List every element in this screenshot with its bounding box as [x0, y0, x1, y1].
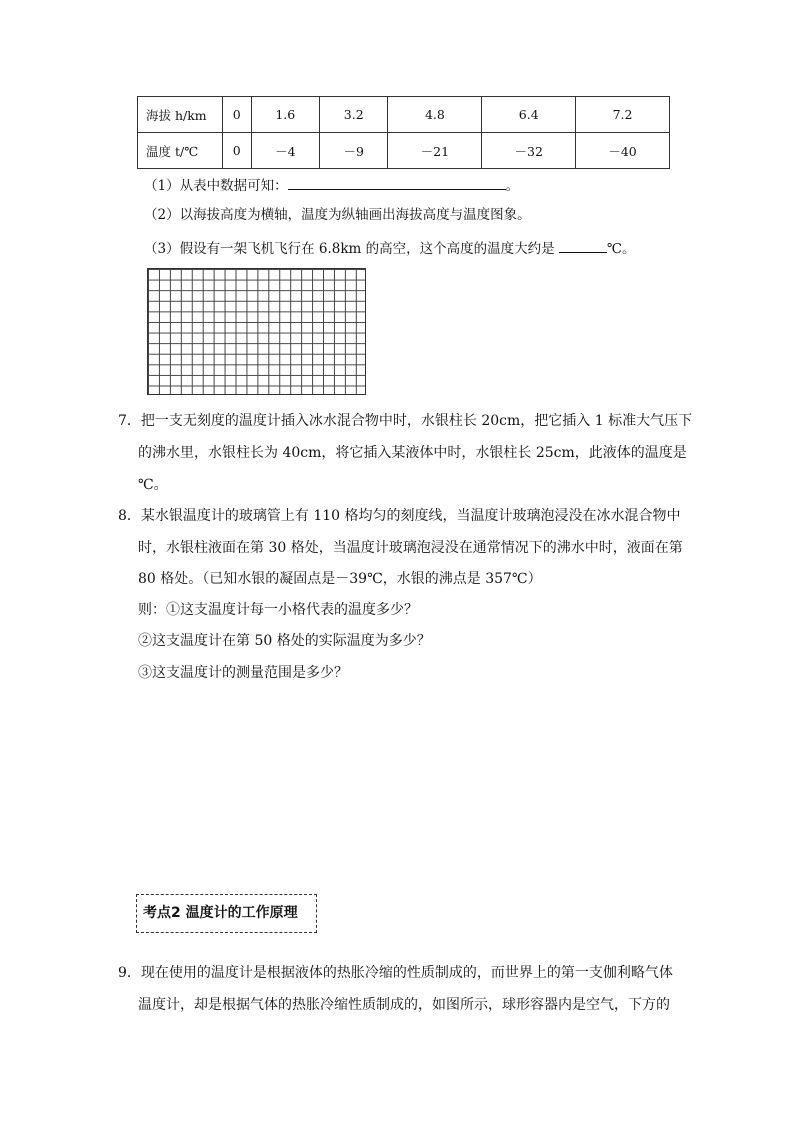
- answer-blank: [559, 238, 607, 253]
- q9-line1: 9．现在使用的温度计是根据液体的热胀冷缩的性质制成的，而世界上的第一支伽利略气体: [118, 965, 673, 981]
- q9-line2: 温度计，却是根据气体的热胀冷缩性质制成的，如图所示，球形容器内是空气，下方的: [138, 997, 670, 1013]
- q6-sub2: （2）以海拔高度为横轴，温度为纵轴画出海拔高度与温度图象。: [144, 207, 531, 223]
- table-cell: 4.8: [388, 97, 482, 133]
- row-label-temperature: 温度 t/℃: [138, 133, 223, 169]
- table-cell: 1.6: [251, 97, 319, 133]
- q8-sub3: ③这支温度计的测量范围是多少？: [138, 665, 348, 681]
- answer-blank: [288, 175, 506, 190]
- table-cell: 3.2: [320, 97, 388, 133]
- table-cell: 0: [223, 97, 252, 133]
- q7-line3: ℃。: [138, 477, 168, 493]
- q6-sub1: [144, 175, 519, 195]
- table-cell: －9: [320, 133, 388, 169]
- q8-sub1: 则：①这支温度计每一小格代表的温度多少？: [138, 602, 418, 618]
- q8-sub2: ②这支温度计在第 50 格处的实际温度为多少？: [138, 633, 431, 649]
- table-cell: 0: [223, 133, 252, 169]
- section-title: 考点2 温度计的工作原理: [143, 905, 298, 921]
- altitude-temperature-table: [137, 96, 670, 169]
- q6-sub3-suffix: ℃。: [606, 241, 636, 257]
- table-cell: －21: [388, 133, 482, 169]
- table-cell: －40: [576, 133, 670, 169]
- table-row: [138, 97, 670, 133]
- q6-sub3-prefix: （3）假设有一架飞机飞行在 6.8km 的高空，这个高度的温度大约是: [144, 241, 559, 257]
- q8-line2: 时，水银柱液面在第 30 格处，当温度计玻璃泡浸没在通常情况下的沸水中时，液面在第: [138, 540, 683, 556]
- q6-sub3: [144, 238, 636, 258]
- q7-line2: 的沸水里，水银柱长为 40cm，将它插入某液体中时，水银柱长 25cm，此液体的温度是: [138, 445, 687, 461]
- q8-line3: 80 格处。（已知水银的凝固点是－39℃，水银的沸点是 357℃）: [138, 571, 542, 587]
- table-cell: －4: [251, 133, 319, 169]
- q6-sub1-prefix: （1）从表中数据可知：: [144, 178, 288, 194]
- row-label-altitude: 海拔 h/km: [138, 97, 223, 133]
- table-cell: －32: [482, 133, 576, 169]
- q6-sub1-suffix: 。: [505, 178, 520, 194]
- q7-line1: 7．把一支无刻度的温度计插入冰水混合物中时，水银柱长 20cm，把它插入 1 标准大气压下: [118, 413, 693, 429]
- q8-line1: 8．某水银温度计的玻璃管上有 110 格均匀的刻度线，当温度计玻璃泡浸没在冰水混合物中: [118, 508, 681, 524]
- graph-grid: [147, 268, 366, 395]
- table-cell: 6.4: [482, 97, 576, 133]
- section-heading-box: [136, 894, 317, 933]
- table-row: [138, 133, 670, 169]
- table-cell: 7.2: [576, 97, 670, 133]
